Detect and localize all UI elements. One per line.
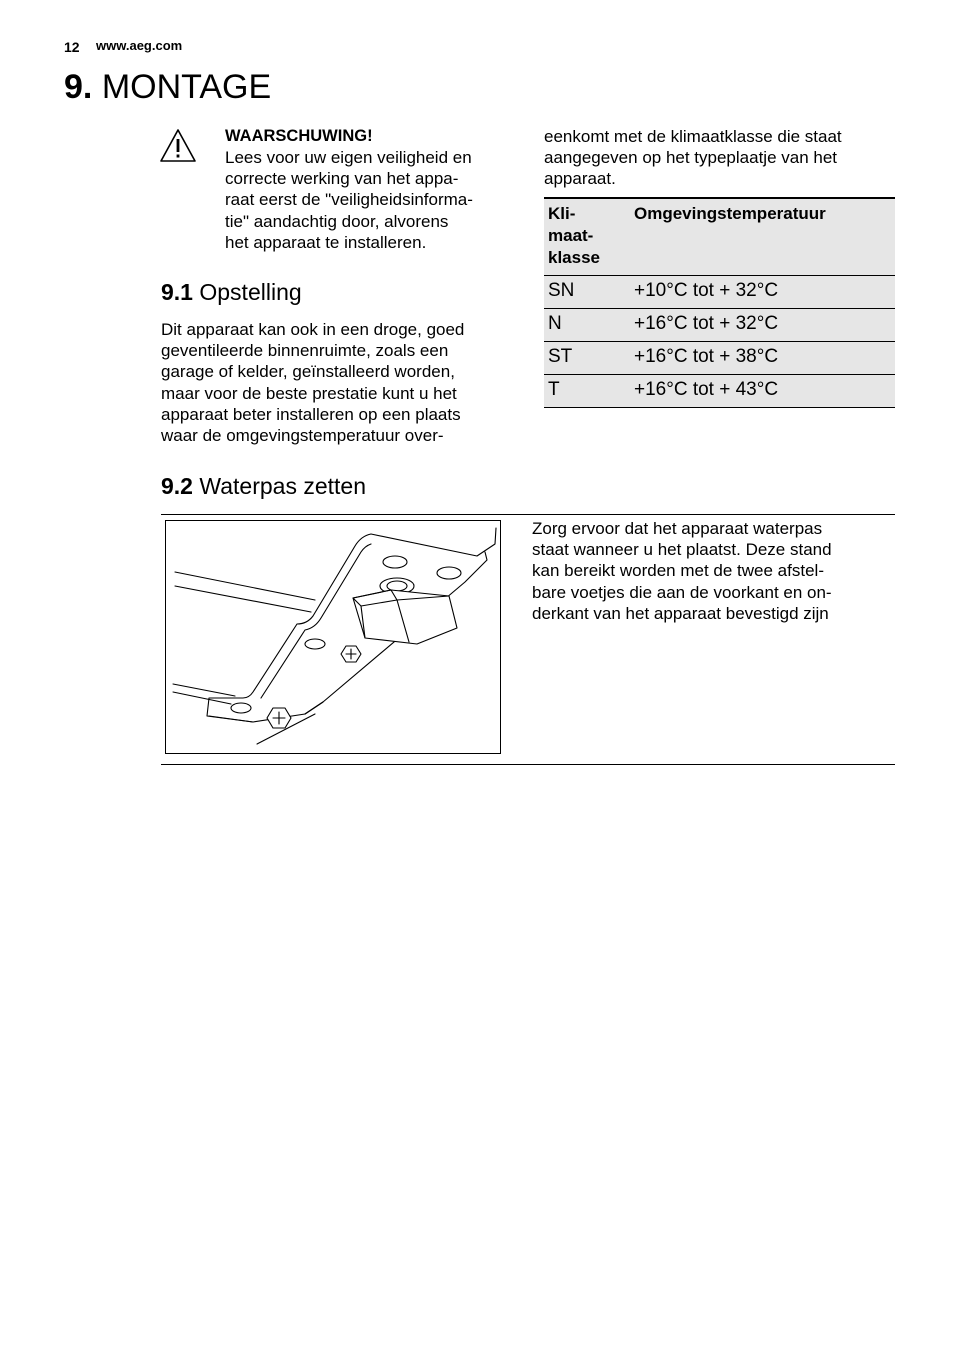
warning-body: [225, 147, 473, 253]
adjustable-foot-illustration: [165, 520, 501, 754]
header-line: klasse: [548, 248, 600, 267]
warning-line: correcte werking van het appa-: [225, 169, 459, 189]
body-line: Zorg ervoor dat het apparaat waterpas: [532, 519, 823, 538]
body-line: kan bereikt worden met de twee afstel-: [532, 561, 824, 581]
section-number: 9.1: [161, 279, 193, 305]
body-line: bare voetjes die aan de voorkant en on-: [532, 582, 832, 602]
header-line: maat-: [548, 226, 594, 245]
website-url[interactable]: www.aeg.com: [96, 38, 183, 53]
page-number: 12: [64, 39, 80, 55]
table-row: [544, 341, 895, 374]
divider: [161, 764, 895, 765]
body-line: derkant van het apparaat bevestigd zijn: [532, 603, 829, 623]
section-9-1-heading: [161, 278, 302, 306]
warning-line: raat eerst de "veiligheidsinforma-: [225, 190, 473, 210]
warning-heading: WAARSCHUWING!: [225, 127, 373, 145]
climate-class-cell: ST: [548, 345, 573, 367]
column-header-climate-class: [544, 198, 634, 275]
column-header-ambient-temperature: Omgevingstemperatuur: [634, 204, 826, 223]
temperature-range-cell: +16°C tot + 32°C: [634, 312, 779, 334]
table-row: [544, 275, 895, 308]
body-line: staat wanneer u het plaatst. Deze stand: [532, 540, 832, 560]
section-title: Waterpas zetten: [199, 473, 366, 499]
body-line: aangegeven op het typeplaatje van het: [544, 148, 838, 168]
body-line: waar de omgevingstemperatuur over-: [161, 426, 444, 446]
section-9-2-heading: [161, 472, 366, 500]
section-9-1-continued: [544, 126, 842, 190]
divider: [161, 514, 895, 515]
temperature-range-cell: +10°C tot + 32°C: [634, 279, 779, 301]
body-line: eenkomt met de klimaatklasse die staat: [544, 127, 842, 146]
body-line: geventileerde binnenruimte, zoals een: [161, 341, 449, 361]
climate-class-cell: N: [548, 312, 562, 334]
warning-triangle-icon: [159, 128, 197, 164]
climate-class-table: [544, 197, 895, 408]
chapter-title-text: MONTAGE: [101, 68, 272, 106]
table-row: [544, 308, 895, 341]
section-number: 9.2: [161, 473, 193, 499]
temperature-range-cell: +16°C tot + 43°C: [634, 378, 779, 400]
chapter-number: 9.: [64, 68, 93, 106]
warning-line: Lees voor uw eigen veiligheid en: [225, 148, 472, 167]
body-line: apparaat beter installeren op een plaats: [161, 404, 461, 424]
warning-line: tie" aandachtig door, alvorens: [225, 211, 449, 231]
body-line: garage of kelder, geïnstalleerd worden,: [161, 362, 455, 382]
temperature-range-cell: +16°C tot + 38°C: [634, 345, 779, 367]
body-line: maar voor de beste prestatie kunt u het: [161, 383, 457, 403]
climate-class-cell: T: [548, 378, 560, 400]
section-9-1-body: [161, 319, 464, 446]
section-title: Opstelling: [199, 279, 302, 305]
section-9-2-body: [532, 518, 832, 624]
table-header-row: [544, 198, 895, 275]
body-line: apparaat.: [544, 169, 616, 189]
header-line: Kli-: [548, 204, 576, 223]
chapter-title: [64, 66, 271, 108]
body-line: Dit apparaat kan ook in een droge, goed: [161, 320, 465, 339]
climate-class-cell: SN: [548, 279, 575, 301]
table-row: [544, 374, 895, 407]
warning-line: het apparaat te installeren.: [225, 232, 427, 252]
